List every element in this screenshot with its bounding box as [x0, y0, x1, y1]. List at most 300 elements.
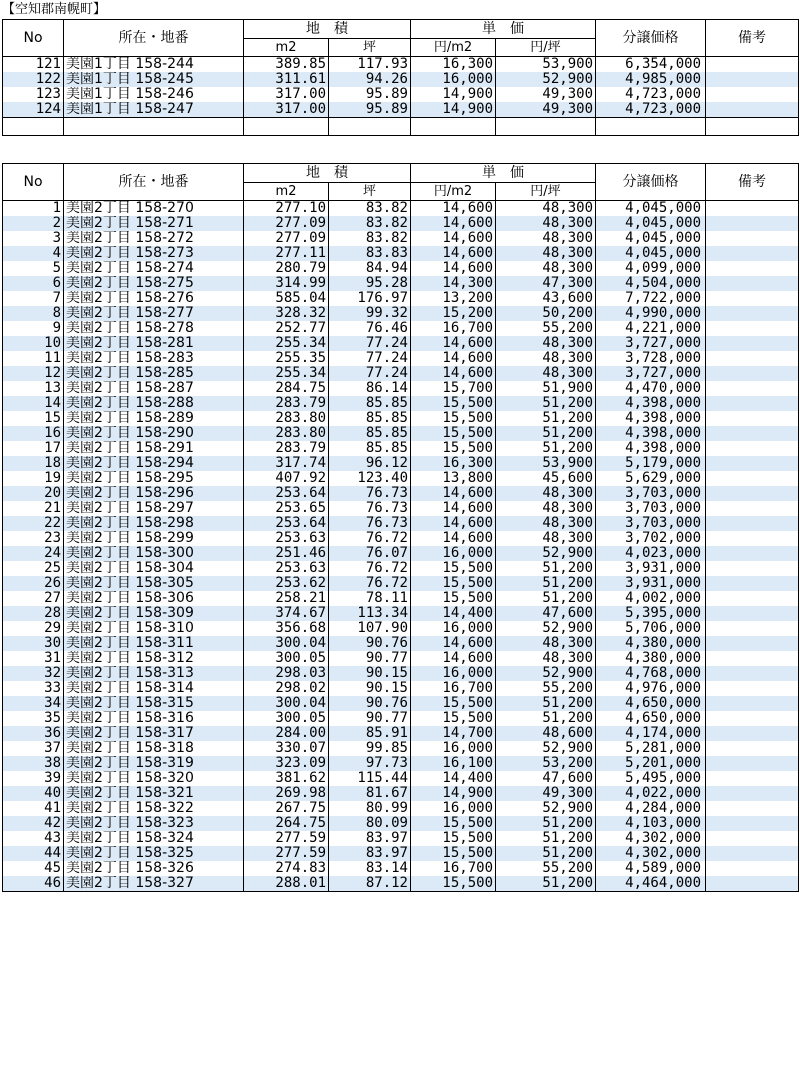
cell-location: 美園2丁目 158-295 [64, 471, 244, 486]
cell-remarks [706, 546, 799, 561]
cell-no: 15 [3, 411, 64, 426]
cell-remarks [706, 516, 799, 531]
cell-area-m2: 277.59 [244, 831, 329, 846]
cell-location: 美園2丁目 158-287 [64, 381, 244, 396]
cell-no: 33 [3, 681, 64, 696]
cell-no: 14 [3, 396, 64, 411]
cell-sale-price: 4,174,000 [596, 726, 706, 741]
cell-remarks [706, 696, 799, 711]
cell-yen-per-tsubo: 51,900 [496, 381, 596, 396]
cell-yen-per-tsubo: 48,300 [496, 246, 596, 261]
table-row [3, 696, 799, 711]
cell-location: 美園2丁目 158-270 [64, 201, 244, 217]
cell-yen-per-m2: 14,600 [411, 201, 496, 217]
cell-yen-per-m2: 14,600 [411, 516, 496, 531]
cell-no: 6 [3, 276, 64, 291]
table-row [3, 231, 799, 246]
cell-yen-per-m2: 16,700 [411, 321, 496, 336]
cell-sale-price: 4,380,000 [596, 636, 706, 651]
cell-yen-per-m2: 16,000 [411, 741, 496, 756]
cell-yen-per-tsubo: 45,600 [496, 471, 596, 486]
header-area-tsubo: 坪 [329, 39, 411, 57]
cell-area-tsubo: 107.90 [329, 621, 411, 636]
empty-cell [411, 118, 496, 136]
cell-sale-price: 5,201,000 [596, 756, 706, 771]
cell-sale-price: 5,395,000 [596, 606, 706, 621]
cell-yen-per-tsubo: 55,200 [496, 681, 596, 696]
cell-area-tsubo: 95.89 [329, 102, 411, 118]
cell-yen-per-tsubo: 51,200 [496, 816, 596, 831]
cell-location: 美園2丁目 158-285 [64, 366, 244, 381]
cell-yen-per-tsubo: 47,600 [496, 771, 596, 786]
cell-yen-per-tsubo: 48,300 [496, 651, 596, 666]
cell-yen-per-tsubo: 48,300 [496, 486, 596, 501]
cell-no: 31 [3, 651, 64, 666]
empty-cell [706, 118, 799, 136]
header-no: No [3, 20, 64, 57]
table-row [3, 426, 799, 441]
cell-sale-price: 4,768,000 [596, 666, 706, 681]
cell-yen-per-tsubo: 51,200 [496, 441, 596, 456]
table-row [3, 102, 799, 118]
cell-area-tsubo: 76.73 [329, 486, 411, 501]
cell-area-m2: 251.46 [244, 546, 329, 561]
cell-area-tsubo: 90.76 [329, 636, 411, 651]
cell-yen-per-m2: 15,500 [411, 411, 496, 426]
cell-yen-per-m2: 14,600 [411, 366, 496, 381]
cell-location: 美園2丁目 158-276 [64, 291, 244, 306]
header-sale-price: 分譲価格 [596, 164, 706, 201]
cell-sale-price: 4,504,000 [596, 276, 706, 291]
cell-location: 美園2丁目 158-314 [64, 681, 244, 696]
cell-no: 5 [3, 261, 64, 276]
cell-area-m2: 314.99 [244, 276, 329, 291]
cell-yen-per-m2: 14,600 [411, 501, 496, 516]
header-yen-per-m2: 円/m2 [411, 183, 496, 201]
cell-area-tsubo: 77.24 [329, 336, 411, 351]
cell-yen-per-tsubo: 49,300 [496, 102, 596, 118]
header-land-area: 地 積 [244, 20, 411, 39]
cell-sale-price: 4,284,000 [596, 801, 706, 816]
cell-yen-per-tsubo: 48,300 [496, 501, 596, 516]
cell-area-m2: 300.04 [244, 696, 329, 711]
cell-sale-price: 3,727,000 [596, 366, 706, 381]
cell-location: 美園2丁目 158-324 [64, 831, 244, 846]
cell-sale-price: 4,650,000 [596, 696, 706, 711]
table-row [3, 876, 799, 892]
header-no: No [3, 164, 64, 201]
empty-cell [64, 118, 244, 136]
cell-no: 122 [3, 72, 64, 87]
cell-yen-per-m2: 14,600 [411, 651, 496, 666]
cell-remarks [706, 201, 799, 217]
cell-location: 美園2丁目 158-275 [64, 276, 244, 291]
cell-yen-per-m2: 16,000 [411, 666, 496, 681]
cell-yen-per-m2: 15,500 [411, 876, 496, 892]
cell-area-m2: 267.75 [244, 801, 329, 816]
header-area-m2: m2 [244, 39, 329, 57]
cell-area-tsubo: 90.15 [329, 681, 411, 696]
cell-remarks [706, 741, 799, 756]
cell-yen-per-m2: 14,600 [411, 351, 496, 366]
cell-sale-price: 5,706,000 [596, 621, 706, 636]
cell-remarks [706, 102, 799, 118]
table-row [3, 801, 799, 816]
cell-yen-per-m2: 15,500 [411, 831, 496, 846]
cell-sale-price: 3,931,000 [596, 561, 706, 576]
cell-no: 25 [3, 561, 64, 576]
cell-sale-price: 3,703,000 [596, 501, 706, 516]
cell-yen-per-tsubo: 55,200 [496, 321, 596, 336]
cell-remarks [706, 501, 799, 516]
cell-area-m2: 277.09 [244, 216, 329, 231]
cell-yen-per-tsubo: 51,200 [496, 696, 596, 711]
cell-area-m2: 284.00 [244, 726, 329, 741]
cell-yen-per-tsubo: 48,300 [496, 201, 596, 217]
cell-no: 38 [3, 756, 64, 771]
cell-area-tsubo: 76.72 [329, 576, 411, 591]
cell-yen-per-tsubo: 51,200 [496, 711, 596, 726]
cell-area-m2: 253.64 [244, 516, 329, 531]
cell-sale-price: 4,650,000 [596, 711, 706, 726]
cell-remarks [706, 681, 799, 696]
cell-remarks [706, 846, 799, 861]
cell-yen-per-m2: 15,500 [411, 396, 496, 411]
cell-yen-per-tsubo: 47,300 [496, 276, 596, 291]
table-row [3, 546, 799, 561]
cell-sale-price: 4,976,000 [596, 681, 706, 696]
cell-sale-price: 4,723,000 [596, 102, 706, 118]
cell-location: 美園1丁目 158-246 [64, 87, 244, 102]
cell-area-m2: 253.65 [244, 501, 329, 516]
cell-location: 美園2丁目 158-304 [64, 561, 244, 576]
table-row [3, 321, 799, 336]
cell-sale-price: 4,002,000 [596, 591, 706, 606]
cell-area-tsubo: 83.83 [329, 246, 411, 261]
cell-remarks [706, 276, 799, 291]
cell-area-tsubo: 83.82 [329, 216, 411, 231]
cell-sale-price: 4,398,000 [596, 396, 706, 411]
cell-yen-per-m2: 16,700 [411, 861, 496, 876]
cell-sale-price: 6,354,000 [596, 57, 706, 73]
header-yen-per-m2: 円/m2 [411, 39, 496, 57]
cell-no: 26 [3, 576, 64, 591]
table-row [3, 816, 799, 831]
cell-sale-price: 4,045,000 [596, 216, 706, 231]
cell-no: 16 [3, 426, 64, 441]
cell-area-tsubo: 96.12 [329, 456, 411, 471]
cell-location: 美園2丁目 158-274 [64, 261, 244, 276]
cell-sale-price: 4,398,000 [596, 411, 706, 426]
cell-area-tsubo: 76.73 [329, 516, 411, 531]
cell-area-m2: 284.75 [244, 381, 329, 396]
cell-no: 40 [3, 786, 64, 801]
cell-yen-per-m2: 14,600 [411, 336, 496, 351]
cell-sale-price: 4,022,000 [596, 786, 706, 801]
cell-remarks [706, 561, 799, 576]
cell-area-tsubo: 86.14 [329, 381, 411, 396]
cell-area-m2: 253.62 [244, 576, 329, 591]
cell-area-tsubo: 76.07 [329, 546, 411, 561]
cell-area-tsubo: 83.97 [329, 831, 411, 846]
cell-no: 39 [3, 771, 64, 786]
cell-yen-per-m2: 16,700 [411, 681, 496, 696]
cell-no: 43 [3, 831, 64, 846]
cell-location: 美園2丁目 158-313 [64, 666, 244, 681]
cell-remarks [706, 711, 799, 726]
cell-remarks [706, 531, 799, 546]
cell-location: 美園2丁目 158-327 [64, 876, 244, 892]
cell-no: 2 [3, 216, 64, 231]
page-title: 【空知郡南幌町】 [2, 2, 107, 17]
cell-yen-per-m2: 16,300 [411, 456, 496, 471]
cell-sale-price: 4,470,000 [596, 381, 706, 396]
cell-area-m2: 585.04 [244, 291, 329, 306]
cell-no: 21 [3, 501, 64, 516]
cell-location: 美園2丁目 158-305 [64, 576, 244, 591]
cell-yen-per-tsubo: 48,300 [496, 216, 596, 231]
cell-location: 美園2丁目 158-318 [64, 741, 244, 756]
cell-remarks [706, 351, 799, 366]
cell-no: 13 [3, 381, 64, 396]
cell-area-tsubo: 95.28 [329, 276, 411, 291]
cell-area-tsubo: 85.85 [329, 426, 411, 441]
cell-remarks [706, 441, 799, 456]
header-sale-price: 分譲価格 [596, 20, 706, 57]
table-row [3, 726, 799, 741]
cell-yen-per-m2: 14,700 [411, 726, 496, 741]
header-unit-price: 単 価 [411, 164, 596, 183]
table-row [3, 261, 799, 276]
cell-sale-price: 5,629,000 [596, 471, 706, 486]
cell-area-tsubo: 87.12 [329, 876, 411, 892]
cell-sale-price: 3,727,000 [596, 336, 706, 351]
cell-remarks [706, 831, 799, 846]
cell-yen-per-m2: 13,200 [411, 291, 496, 306]
header-area-m2: m2 [244, 183, 329, 201]
cell-area-tsubo: 90.77 [329, 711, 411, 726]
header-land-area: 地 積 [244, 164, 411, 183]
cell-no: 10 [3, 336, 64, 351]
empty-cell [329, 118, 411, 136]
cell-area-m2: 317.00 [244, 87, 329, 102]
cell-remarks [706, 72, 799, 87]
cell-no: 7 [3, 291, 64, 306]
table-row [3, 591, 799, 606]
cell-location: 美園2丁目 158-294 [64, 456, 244, 471]
cell-area-tsubo: 85.91 [329, 726, 411, 741]
cell-yen-per-tsubo: 53,200 [496, 756, 596, 771]
cell-yen-per-tsubo: 52,900 [496, 741, 596, 756]
cell-location: 美園2丁目 158-299 [64, 531, 244, 546]
cell-yen-per-tsubo: 52,900 [496, 546, 596, 561]
table-row [3, 741, 799, 756]
lot-price-table-mien-2 [2, 163, 799, 892]
cell-area-m2: 407.92 [244, 471, 329, 486]
table-row [3, 87, 799, 102]
cell-no: 27 [3, 591, 64, 606]
cell-area-m2: 300.04 [244, 636, 329, 651]
cell-area-m2: 283.79 [244, 396, 329, 411]
cell-area-tsubo: 83.97 [329, 846, 411, 861]
cell-area-m2: 330.07 [244, 741, 329, 756]
cell-yen-per-tsubo: 51,200 [496, 831, 596, 846]
cell-area-tsubo: 78.11 [329, 591, 411, 606]
cell-no: 29 [3, 621, 64, 636]
cell-location: 美園2丁目 158-323 [64, 816, 244, 831]
cell-area-m2: 298.02 [244, 681, 329, 696]
table-row [3, 861, 799, 876]
cell-no: 123 [3, 87, 64, 102]
cell-sale-price: 4,398,000 [596, 426, 706, 441]
cell-remarks [706, 651, 799, 666]
cell-yen-per-m2: 14,900 [411, 786, 496, 801]
cell-yen-per-m2: 14,900 [411, 102, 496, 118]
cell-remarks [706, 321, 799, 336]
cell-yen-per-m2: 16,100 [411, 756, 496, 771]
cell-area-m2: 389.85 [244, 57, 329, 73]
cell-no: 24 [3, 546, 64, 561]
cell-remarks [706, 666, 799, 681]
cell-yen-per-tsubo: 52,900 [496, 621, 596, 636]
cell-remarks [706, 456, 799, 471]
cell-remarks [706, 576, 799, 591]
cell-location: 美園2丁目 158-273 [64, 246, 244, 261]
cell-area-m2: 298.03 [244, 666, 329, 681]
cell-location: 美園2丁目 158-290 [64, 426, 244, 441]
table-row [3, 57, 799, 73]
cell-yen-per-tsubo: 50,200 [496, 306, 596, 321]
cell-location: 美園2丁目 158-322 [64, 801, 244, 816]
cell-area-tsubo: 99.85 [329, 741, 411, 756]
cell-yen-per-tsubo: 43,600 [496, 291, 596, 306]
table-row [3, 561, 799, 576]
cell-area-m2: 258.21 [244, 591, 329, 606]
table-row [3, 606, 799, 621]
table-row [3, 531, 799, 546]
cell-yen-per-m2: 15,500 [411, 816, 496, 831]
cell-yen-per-m2: 15,500 [411, 441, 496, 456]
cell-remarks [706, 411, 799, 426]
cell-location: 美園2丁目 158-316 [64, 711, 244, 726]
table-row [3, 846, 799, 861]
cell-location: 美園2丁目 158-311 [64, 636, 244, 651]
empty-cell [596, 118, 706, 136]
cell-remarks [706, 87, 799, 102]
cell-location: 美園1丁目 158-247 [64, 102, 244, 118]
cell-no: 35 [3, 711, 64, 726]
cell-area-tsubo: 97.73 [329, 756, 411, 771]
cell-sale-price: 4,045,000 [596, 231, 706, 246]
cell-area-tsubo: 123.40 [329, 471, 411, 486]
cell-area-m2: 253.63 [244, 561, 329, 576]
header-location: 所在・地番 [64, 20, 244, 57]
cell-yen-per-m2: 14,600 [411, 246, 496, 261]
cell-sale-price: 3,931,000 [596, 576, 706, 591]
cell-yen-per-tsubo: 52,900 [496, 72, 596, 87]
cell-sale-price: 4,302,000 [596, 846, 706, 861]
table-row [3, 711, 799, 726]
cell-location: 美園2丁目 158-288 [64, 396, 244, 411]
table-row [3, 72, 799, 87]
cell-area-tsubo: 90.77 [329, 651, 411, 666]
table-row [3, 486, 799, 501]
cell-remarks [706, 756, 799, 771]
cell-yen-per-m2: 15,500 [411, 576, 496, 591]
table-row [3, 381, 799, 396]
cell-area-m2: 381.62 [244, 771, 329, 786]
table-row [3, 456, 799, 471]
cell-no: 4 [3, 246, 64, 261]
cell-no: 34 [3, 696, 64, 711]
cell-yen-per-m2: 14,600 [411, 486, 496, 501]
cell-area-m2: 277.11 [244, 246, 329, 261]
empty-cell [496, 118, 596, 136]
cell-location: 美園2丁目 158-315 [64, 696, 244, 711]
cell-no: 121 [3, 57, 64, 73]
cell-area-m2: 283.80 [244, 411, 329, 426]
cell-no: 30 [3, 636, 64, 651]
cell-no: 32 [3, 666, 64, 681]
table-row [3, 771, 799, 786]
cell-yen-per-tsubo: 51,200 [496, 426, 596, 441]
cell-sale-price: 4,464,000 [596, 876, 706, 892]
cell-yen-per-tsubo: 51,200 [496, 846, 596, 861]
table-row [3, 501, 799, 516]
cell-remarks [706, 471, 799, 486]
cell-remarks [706, 261, 799, 276]
cell-sale-price: 4,045,000 [596, 201, 706, 217]
empty-cell [3, 118, 64, 136]
cell-location: 美園1丁目 158-244 [64, 57, 244, 73]
cell-sale-price: 5,281,000 [596, 741, 706, 756]
cell-area-tsubo: 76.46 [329, 321, 411, 336]
cell-yen-per-m2: 14,900 [411, 87, 496, 102]
cell-yen-per-tsubo: 48,300 [496, 351, 596, 366]
cell-sale-price: 4,985,000 [596, 72, 706, 87]
cell-area-m2: 255.34 [244, 336, 329, 351]
header-unit-price: 単 価 [411, 20, 596, 39]
cell-no: 1 [3, 201, 64, 217]
cell-sale-price: 4,103,000 [596, 816, 706, 831]
cell-area-tsubo: 85.85 [329, 396, 411, 411]
cell-no: 19 [3, 471, 64, 486]
cell-no: 22 [3, 516, 64, 531]
header-remarks: 備考 [706, 20, 799, 57]
cell-yen-per-m2: 14,400 [411, 771, 496, 786]
cell-yen-per-tsubo: 49,300 [496, 87, 596, 102]
cell-remarks [706, 786, 799, 801]
cell-remarks [706, 291, 799, 306]
cell-yen-per-tsubo: 53,900 [496, 456, 596, 471]
cell-area-tsubo: 83.14 [329, 861, 411, 876]
cell-yen-per-m2: 14,600 [411, 531, 496, 546]
cell-location: 美園2丁目 158-309 [64, 606, 244, 621]
cell-area-tsubo: 99.32 [329, 306, 411, 321]
cell-area-m2: 311.61 [244, 72, 329, 87]
cell-remarks [706, 486, 799, 501]
table-row [3, 651, 799, 666]
cell-area-tsubo: 85.85 [329, 441, 411, 456]
cell-yen-per-tsubo: 48,300 [496, 261, 596, 276]
cell-remarks [706, 861, 799, 876]
cell-area-tsubo: 85.85 [329, 411, 411, 426]
cell-yen-per-m2: 14,600 [411, 231, 496, 246]
cell-no: 9 [3, 321, 64, 336]
table-row [3, 306, 799, 321]
cell-sale-price: 4,398,000 [596, 441, 706, 456]
table-row [3, 831, 799, 846]
